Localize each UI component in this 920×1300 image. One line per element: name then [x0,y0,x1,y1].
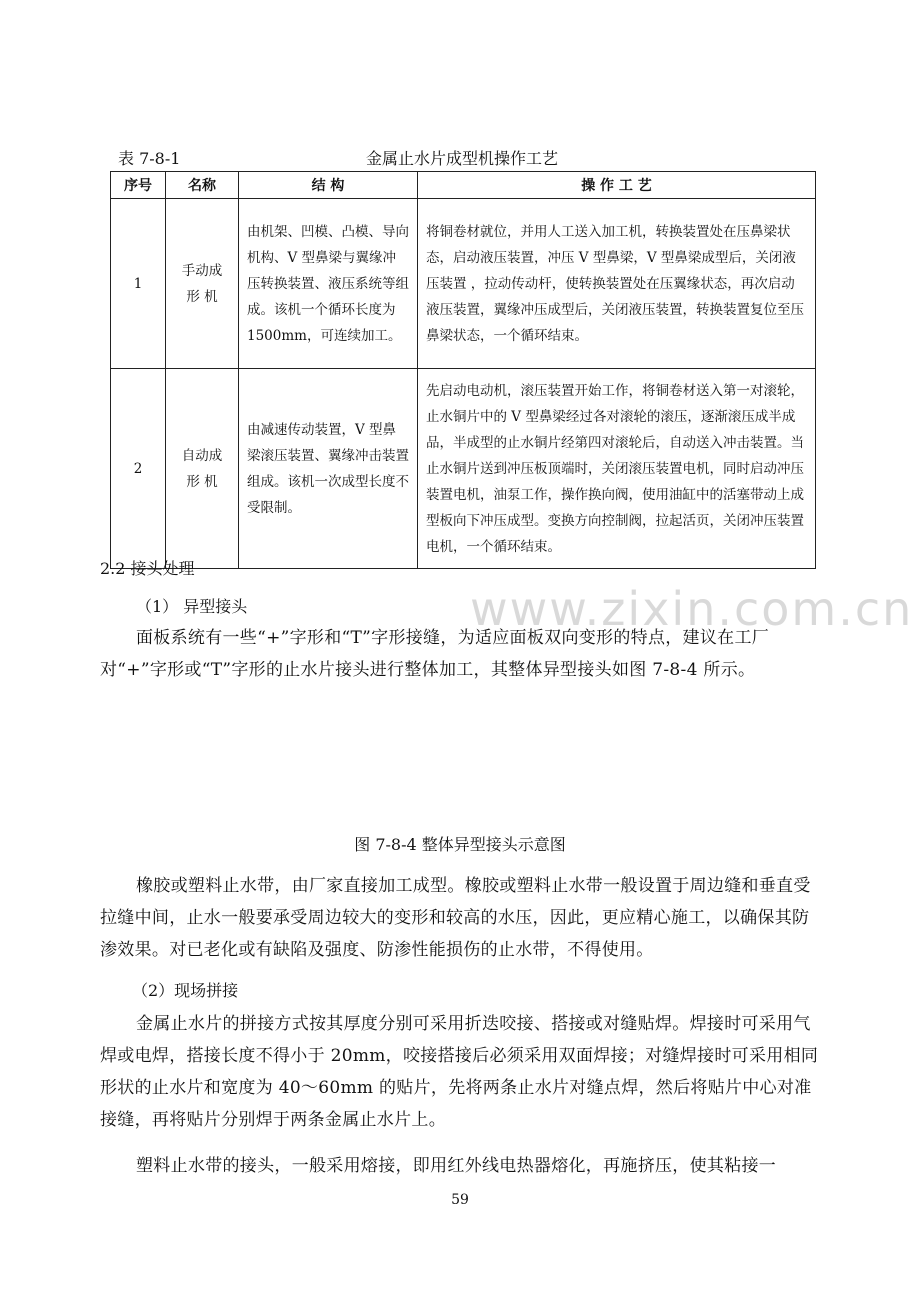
row-name-line: 形 机 [186,288,218,305]
table-row [111,369,816,569]
paragraph-2: 橡胶或塑料止水带，由厂家直接加工成型。橡胶或塑料止水带一般设置于周边缝和垂直受拉缝中间，止水一般要承受周边较大的变形和较高的水压，因此，更应精心施工，以确保其防渗效果。对已老化或有缺陷及强度、防渗性能损伤的止水带，不得使用。 [100,876,811,960]
row-process: 先启动电动机，滚压装置开始工作，将铜卷材送入第一对滚轮，止水铜片中的 V 型鼻梁经过各对滚轮的滚压，逐渐滚压成半成品，半成型的止水铜片经第四对滚轮后，自动送入冲击装置。当止水铜片送到冲压板顶端时，关闭滚压装置电机，同时启动冲压装置电机，油泵工作，操作换向阀，使用油缸中的活塞带动上成型板向下冲压成型。变换方向控制阀，拉起活页，关闭冲压装置电机，一个循环结束。 [418,369,816,569]
row-name [166,369,239,569]
table-title: 金属止水片成型机操作工艺 [366,149,559,168]
paragraph-3: 金属止水片的拼接方式按其厚度分别可采用折迭咬接、搭接或对缝贴焊。焊接时可采用气焊或电焊，搭接长度不得小于 20mm，咬接搭接后必须采用双面焊接；对缝焊接时可采用相同形状的止水片和宽度为 40～60mm 的贴片，先将两条止水片对缝点焊，然后将贴片中心对准接缝，再将贴片分别焊于两条金属止水片上。 [100,1014,819,1130]
table-number: 表 7-8-1 [118,149,181,168]
operation-table [110,171,816,569]
table-row [111,199,816,369]
row-structure: 由减速传动装置，V 型鼻梁滚压装置、翼缘冲击装置组成。该机一次成型长度不受限制。 [239,369,418,569]
table-caption [118,146,818,170]
subsection-heading-2: （2）现场拼接 [132,981,239,1000]
row-name-line: 形 机 [186,473,218,490]
header-process: 操 作 工 艺 [418,172,816,199]
row-structure: 由机架、凹模、凸模、导向机构、V 型鼻梁与翼缘冲压转换装置、液压系统等组成。该机一个循环长度为 1500mm，可连续加工。 [239,199,418,369]
section-heading: 2.2 接头处理 [100,559,195,578]
row-process: 将铜卷材就位，并用人工送入加工机，转换装置处在压鼻梁状态，启动液压装置，冲压 V 型鼻梁，V 型鼻梁成型后，关闭液压装置 ，拉动传动杆，使转换装置处在压翼缘状态，再次启动液压装置，翼缘冲压成型后，关闭液压装置，转换装置复位至压鼻梁状态，一个循环结束。 [418,199,816,369]
table-header-row [111,172,816,199]
header-name: 名称 [166,172,239,199]
row-name-line: 手动成 [181,262,223,279]
row-name [166,199,239,369]
row-name-line: 自动成 [181,447,223,464]
watermark: www.zixin.com.cn [470,582,914,636]
figure-caption: 图 7-8-4 整体异型接头示意图 [354,835,566,854]
page-number: 59 [451,1192,469,1208]
paragraph-1: 面板系统有一些“+”字形和“T”字形接缝，为适应面板双向变形的特点，建议在工厂对“+”字形或“T”字形的止水片接头进行整体加工，其整体异型接头如图 7-8-4 所示。 [100,628,770,680]
row-num: 2 [111,369,166,569]
header-num: 序号 [111,172,166,199]
header-structure: 结 构 [239,172,418,199]
subsection-heading-1: （1） 异型接头 [136,597,248,616]
paragraph-4: 塑料止水带的接头，一般采用熔接，即用红外线电热器熔化，再施挤压，使其粘接一 [136,1156,777,1176]
row-num: 1 [111,199,166,369]
